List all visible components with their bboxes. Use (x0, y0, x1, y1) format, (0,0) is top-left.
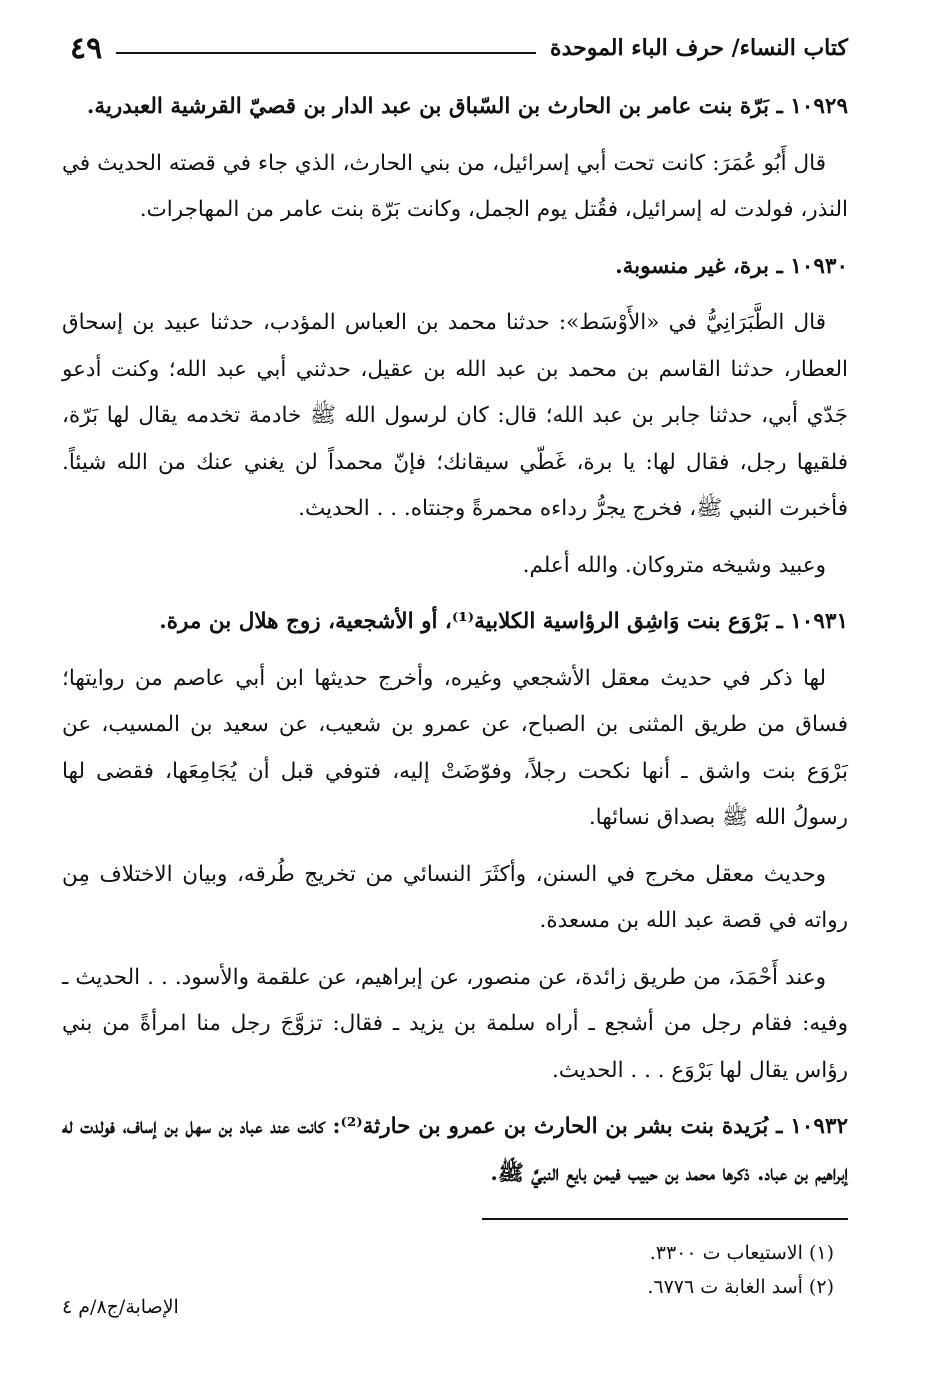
page-number: ٤٩ (70, 30, 103, 66)
entry-10932-heading: ١٠٩٣٢ ـ بُرَيدة بنت بشر بن الحارث بن عمرو بن حارثة⁽²⁾: كانت عند عباد بن سهل بن إساف، فولدت له إبراهيم بن عباد. ذكرها محمد بن حبيب فيمن بايع النبيَّ ﷺ. (62, 1114, 848, 1186)
volume-signature: الإصابة/ج٨/م ٤ (62, 1296, 179, 1318)
paragraph-abu-umar: قال أَبُو عُمَرَ: كانت تحت أبي إسرائيل، من بني الحارث، الذي جاء في قصته الحديث في النذر، فولدت له إسرائيل، فقُتل يوم الجمل، وكانت بَرّة بنت عامر من المهاجرات. (62, 150, 848, 222)
footnote-1: (١) الاستيعاب ت ٣٣٠٠. (649, 1242, 834, 1264)
running-title: كتاب النساء/ حرف الباء الموحدة (550, 35, 848, 61)
footnote-2: (٢) أسد الغابة ت ٦٧٧٦. (647, 1276, 834, 1298)
paragraph-ahmad: وعند أَحْمَدَ، من طريق زائدة، عن منصور، عن إبراهيم، عن علقمة والأسود. . . الحديث ـ وفيه: فقام رجل من أشجع ـ أراه سلمة بن يزيد ـ فقال: تزوَّجَ رجل منا امرأةً من بني رؤاس يقال لها بَرْوَع . . . الحديث. (62, 964, 848, 1083)
paragraph-maqil-hadith: وحديث معقل مخرج في السنن، وأكثَرَ النسائي من تخريج طُرقه، وبيان الاختلاف مِن رواته في قصة عبد الله بن مسعدة. (62, 861, 848, 933)
main-text (62, 84, 848, 1207)
paragraph-barwa-mention: لها ذكر في حديث معقل الأشجعي وغيره، وأخرج حديثها ابن أبي عاصم من روايتها؛ فساق من طريق المثنى بن الصباح، عن عمرو بن شعيب، عن سعيد بن المسيب، عن بَرْوَع بنت واشق ـ أنها نكحت رجلاً، وفوّضَتْ إليه، فتوفي قبل أن يُجَامِعَها، فقضى لها رسولُ الله ﷺ بصداق نسائها. (62, 665, 848, 830)
footnote-rule (482, 1218, 848, 1220)
entry-10931-heading: ١٠٩٣١ ـ بَرْوَع بنت وَاشِق الرؤاسية الكلابية⁽¹⁾، أو الأشجعية، زوج هلال بن مرة. (159, 609, 848, 634)
footnotes (62, 1236, 834, 1304)
page-header (70, 28, 848, 68)
header-rule (116, 52, 536, 54)
entry-10930-heading: ١٠٩٣٠ ـ برة، غير منسوبة. (615, 253, 848, 279)
paragraph-tabarani: قال الطَّبَرَانِيُّ في «الأَوْسَط»: حدثنا محمد بن العباس المؤدب، حدثنا عبيد بن إسحاق العطار، حدثنا القاسم بن محمد بن عبد الله بن عقيل، حدثني أبي عبد الله؛ وكنت أدعو جَدّي أبي، حدثنا جابر بن عبد الله؛ قال: كان لرسول الله ﷺ خادمة تخدمه يقال لها بَرّة، فلقيها رجل، فقال لها: يا برة، غَطّي سيقانك؛ فإنّ محمداً لن يغني عنك من الله شيئاً. فأخبرت النبي ﷺ، فخرج يجرُّ رداءه محمرةً وجنتاه. . . الحديث. (62, 310, 848, 521)
entry-10929-heading: ١٠٩٢٩ ـ بَرّة بنت عامر بن الحارث بن السّباق بن عبد الدار بن قصيّ القرشية العبدرية. (86, 94, 848, 119)
paragraph-ubaid: وعبيد وشيخه متروكان. والله أعلم. (522, 552, 826, 578)
